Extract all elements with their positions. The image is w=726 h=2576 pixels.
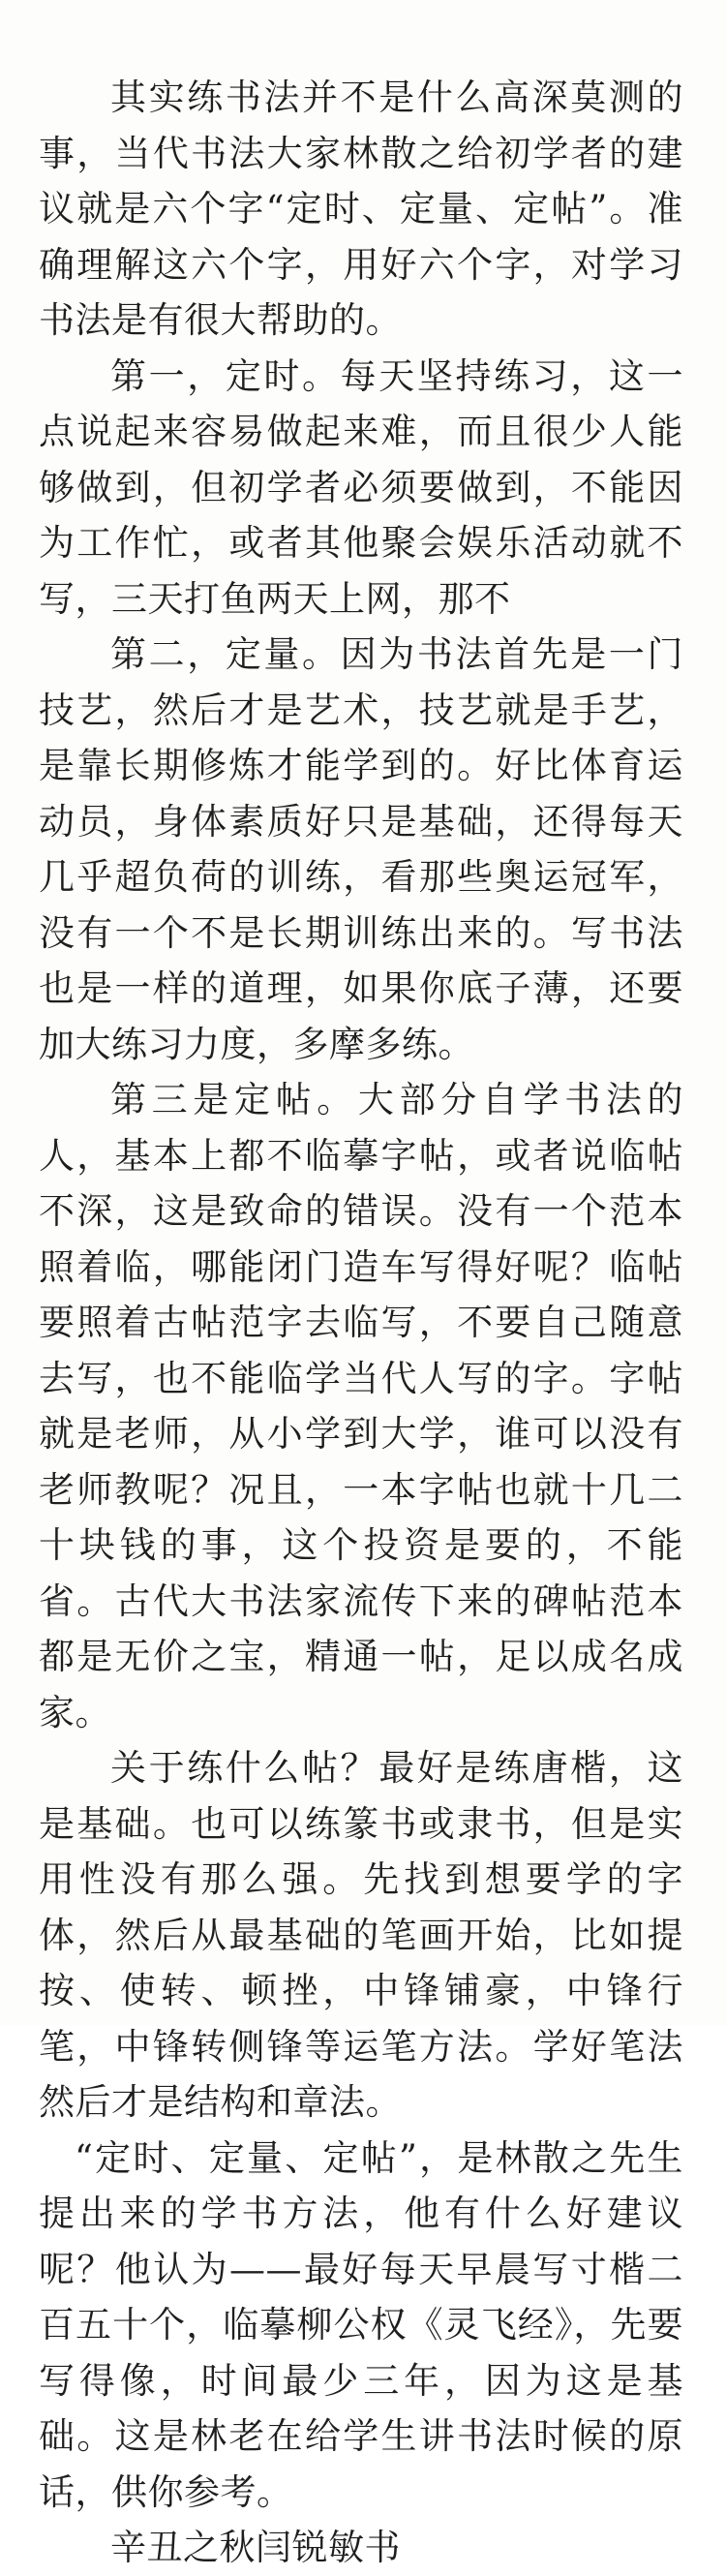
- paragraph-intro: 其实练书法并不是什么高深莫测的事，当代书法大家林散之给初学者的建议就是六个字“定时、定量、定帖”。准确理解这六个字，用好六个字，对学习书法是有很大帮助的。: [39, 77, 683, 341]
- paragraph-quantity: 第二，定量。因为书法首先是一门技艺，然后才是艺术，技艺就是手艺，是靠长期修炼才能学到的。好比体育运动员，身体素质好只是基础，还得每天几乎超负荷的训练，看那些奥运冠军，没有一个不是长期训练出来的。写书法也是一样的道理，如果你底子薄，还要加大练习力度，多摩多练。: [39, 633, 683, 1065]
- paragraph-copybook: 第三是定帖。大部分自学书法的人，基本上都不临摹字帖，或者说临帖不深，这是致命的错误。没有一个范本照着临，哪能闭门造车写得好呢？临帖要照着古帖范字去临写，不要自己随意去写，也不能临学当代人写的字。字帖就是老师，从小学到大学，谁可以没有老师教呢？况且，一本字帖也就十几二十块钱的事，这个投资是要的，不能省。古代大书法家流传下来的碑帖范本都是无价之宝，精通一帖，足以成名成家。: [39, 1079, 683, 1733]
- paragraph-timing: 第一，定时。每天坚持练习，这一点说起来容易做起来难，而且很少人能够做到，但初学者必须要做到，不能因为工作忙，或者其他聚会娱乐活动就不写，三天打鱼两天上网，那不: [39, 354, 683, 620]
- paragraph-lin-advice: “定时、定量、定帖”，是林散之先生提出来的学书方法，他有什么好建议呢？他认为——最好每天早晨写寸楷二百五十个，临摹柳公权《灵飞经》，先要写得像，时间最少三年，因为这是基础。这是林老在给学生讲书法时候的原话，供你参考。: [39, 2136, 683, 2513]
- paragraph-which-copybook: 关于练什么帖？最好是练唐楷，这是基础。也可以练篆书或隶书，但是实用性没有那么强。先找到想要学的字体，然后从最基础的笔画开始，比如提按、使转、顿挫，中锋铺豪，中锋行笔，中锋转侧锋等运笔方法。学好笔法然后才是结构和章法。: [39, 1747, 683, 2123]
- signature: 辛丑之秋闫锐敏书: [110, 2527, 401, 2568]
- article-body: [39, 70, 683, 2576]
